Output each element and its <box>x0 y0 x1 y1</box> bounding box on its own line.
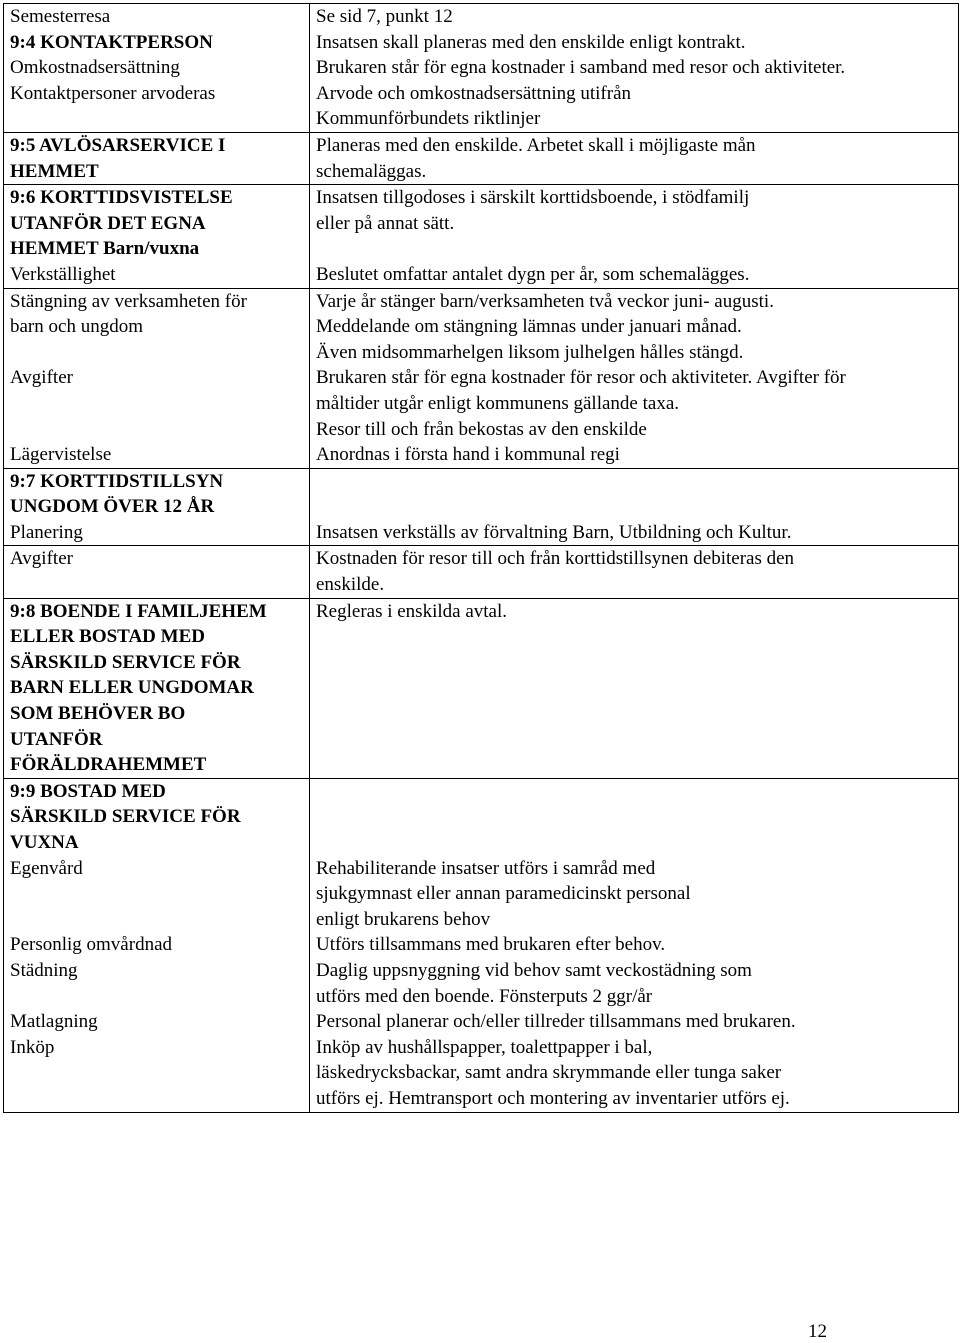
content-cell <box>310 469 958 546</box>
row-text: Insatsen verkställs av förvaltning Barn, Utbildning och Kultur. <box>316 521 792 543</box>
label-cell <box>4 4 310 132</box>
blank-line <box>316 752 954 778</box>
content-cell <box>310 133 958 184</box>
row-label: Kontaktpersoner arvoderas <box>10 82 216 104</box>
row-text: Rehabiliterande insatser utförs i samråd med <box>316 857 656 879</box>
row-label: Verkställighet <box>10 263 116 285</box>
blank-line <box>10 417 309 443</box>
table-row <box>4 468 958 546</box>
row-label: Städning <box>10 959 78 981</box>
row-text: Anordnas i första hand i kommunal regi <box>316 444 620 466</box>
table-row <box>4 778 958 1112</box>
content-cell <box>310 289 958 468</box>
blank-line <box>10 391 309 417</box>
row-text: utförs med den boende. Fönsterputs 2 ggr/år <box>316 985 653 1007</box>
blank-line <box>316 830 954 856</box>
row-label: Lägervistelse <box>10 444 112 466</box>
section-heading: 9:7 KORTTIDSTILLSYN <box>10 470 224 492</box>
section-heading: 9:6 KORTTIDSVISTELSE <box>10 187 233 209</box>
row-text: Insatsen skall planeras med den enskilde enligt kontrakt. <box>316 31 746 53</box>
section-heading: HEMMET <box>10 160 99 182</box>
section-heading: VUXNA <box>10 832 79 853</box>
content-cell <box>310 546 958 597</box>
blank-line <box>316 727 954 753</box>
row-text: läskedrycksbackar, samt andra skrymmande eller tunga saker <box>316 1062 782 1084</box>
label-cell <box>4 469 310 546</box>
section-heading: SÄRSKILD SERVICE FÖR <box>10 651 241 673</box>
section-heading: HEMMET Barn/vuxna <box>10 238 200 260</box>
row-label: Avgifter <box>10 548 73 570</box>
row-text: sjukgymnast eller annan paramedicinskt personal <box>316 883 691 905</box>
section-heading: 9:9 BOSTAD MED <box>10 780 166 802</box>
section-heading: SÄRSKILD SERVICE FÖR <box>10 806 241 828</box>
page-number: 12 <box>808 1321 827 1342</box>
row-label: Avgifter <box>10 367 73 389</box>
row-text: måltider utgår enligt kommunens gällande taxa. <box>316 392 680 414</box>
section-heading: SOM BEHÖVER BO <box>10 703 186 725</box>
blank-line <box>316 675 954 701</box>
table-row <box>4 4 958 132</box>
label-cell <box>4 599 310 778</box>
blank-line <box>10 1086 309 1112</box>
table-row <box>4 288 958 468</box>
row-label: Matlagning <box>10 1011 98 1033</box>
table-row <box>4 132 958 184</box>
section-heading: UTANFÖR DET EGNA <box>10 212 206 234</box>
content-cell <box>310 185 958 287</box>
blank-line <box>316 779 954 805</box>
row-text: Kommunförbundets riktlinjer <box>316 108 541 130</box>
label-cell <box>4 779 310 1112</box>
row-text: Meddelande om stängning lämnas under januari månad. <box>316 316 742 338</box>
content-cell <box>310 599 958 778</box>
content-cell <box>310 4 958 132</box>
section-heading: UTANFÖR <box>10 728 103 750</box>
row-text: Resor till och från bekostas av den enskilde <box>316 418 647 440</box>
blank-line <box>316 804 954 830</box>
blank-line <box>316 701 954 727</box>
row-text: utförs ej. Hemtransport och montering av inventarier utförs ej. <box>316 1087 790 1109</box>
blank-line <box>10 106 309 132</box>
section-heading: 9:5 AVLÖSARSERVICE I <box>10 134 226 156</box>
blank-line <box>316 624 954 650</box>
table-row <box>4 545 958 597</box>
row-label: Omkostnadsersättning <box>10 57 180 79</box>
row-text: Varje år stänger barn/verksamheten två veckor juni- augusti. <box>316 290 774 312</box>
blank-line <box>10 907 309 933</box>
row-text: Insatsen tillgodoses i särskilt korttidsboende, i stödfamilj <box>316 187 750 209</box>
section-heading: 9:4 KONTAKTPERSON <box>10 31 213 53</box>
row-text: Brukaren står för egna kostnader i samband med resor och aktiviteter. <box>316 57 846 79</box>
row-text: Utförs tillsammans med brukaren efter behov. <box>316 934 666 956</box>
label-cell <box>4 546 310 597</box>
section-heading: 9:8 BOENDE I FAMILJEHEM <box>10 600 267 622</box>
row-text: Även midsommarhelgen liksom julhelgen hålles stängd. <box>316 341 744 363</box>
row-text: eller på annat sätt. <box>316 212 455 234</box>
blank-line <box>10 881 309 907</box>
row-label: Egenvård <box>10 857 83 879</box>
row-text: schemaläggas. <box>316 160 427 182</box>
row-label: Stängning av verksamheten för <box>10 290 247 312</box>
content-cell <box>310 779 958 1112</box>
row-text: Kostnaden för resor till och från korttidstillsynen debiteras den <box>316 548 795 570</box>
row-text: Beslutet omfattar antalet dygn per år, som schemalägges. <box>316 263 750 285</box>
blank-line <box>316 469 954 495</box>
row-label: Planering <box>10 521 83 543</box>
blank-line <box>10 984 309 1010</box>
row-label: barn och ungdom <box>10 316 143 338</box>
row-text: Arvode och omkostnadsersättning utifrån <box>316 82 632 104</box>
blank-line <box>316 650 954 676</box>
table-row <box>4 598 958 778</box>
row-text: enligt brukarens behov <box>316 908 491 930</box>
table-row <box>4 184 958 287</box>
blank-line <box>10 340 309 366</box>
row-text: Se sid 7, punkt 12 <box>316 6 453 27</box>
section-heading: UNGDOM ÖVER 12 ÅR <box>10 496 215 518</box>
blank-line <box>316 236 954 262</box>
section-heading: ELLER BOSTAD MED <box>10 626 205 648</box>
document-table <box>3 3 959 1113</box>
section-heading: BARN ELLER UNGDOMAR <box>10 677 254 699</box>
row-text: Personal planerar och/eller tillreder tillsammans med brukaren. <box>316 1011 796 1033</box>
row-text: Brukaren står för egna kostnader för resor och aktiviteter. Avgifter för <box>316 367 846 389</box>
row-text: enskilde. <box>316 574 385 596</box>
row-text: Regleras i enskilda avtal. <box>316 600 507 622</box>
label-cell <box>4 289 310 468</box>
row-text: Planeras med den enskilde. Arbetet skall i möjligaste mån <box>316 134 756 156</box>
blank-line <box>316 494 954 520</box>
label-cell <box>4 133 310 184</box>
row-text: Daglig uppsnyggning vid behov samt veckostädning som <box>316 959 752 981</box>
row-label: Inköp <box>10 1036 55 1058</box>
blank-line <box>10 572 309 598</box>
blank-line <box>10 1060 309 1086</box>
label-cell <box>4 185 310 287</box>
row-text: Inköp av hushållspapper, toalettpapper i bal, <box>316 1036 653 1058</box>
row-label: Personlig omvårdnad <box>10 934 173 956</box>
row-label: Semesterresa <box>10 6 111 27</box>
section-heading: FÖRÄLDRAHEMMET <box>10 754 207 776</box>
